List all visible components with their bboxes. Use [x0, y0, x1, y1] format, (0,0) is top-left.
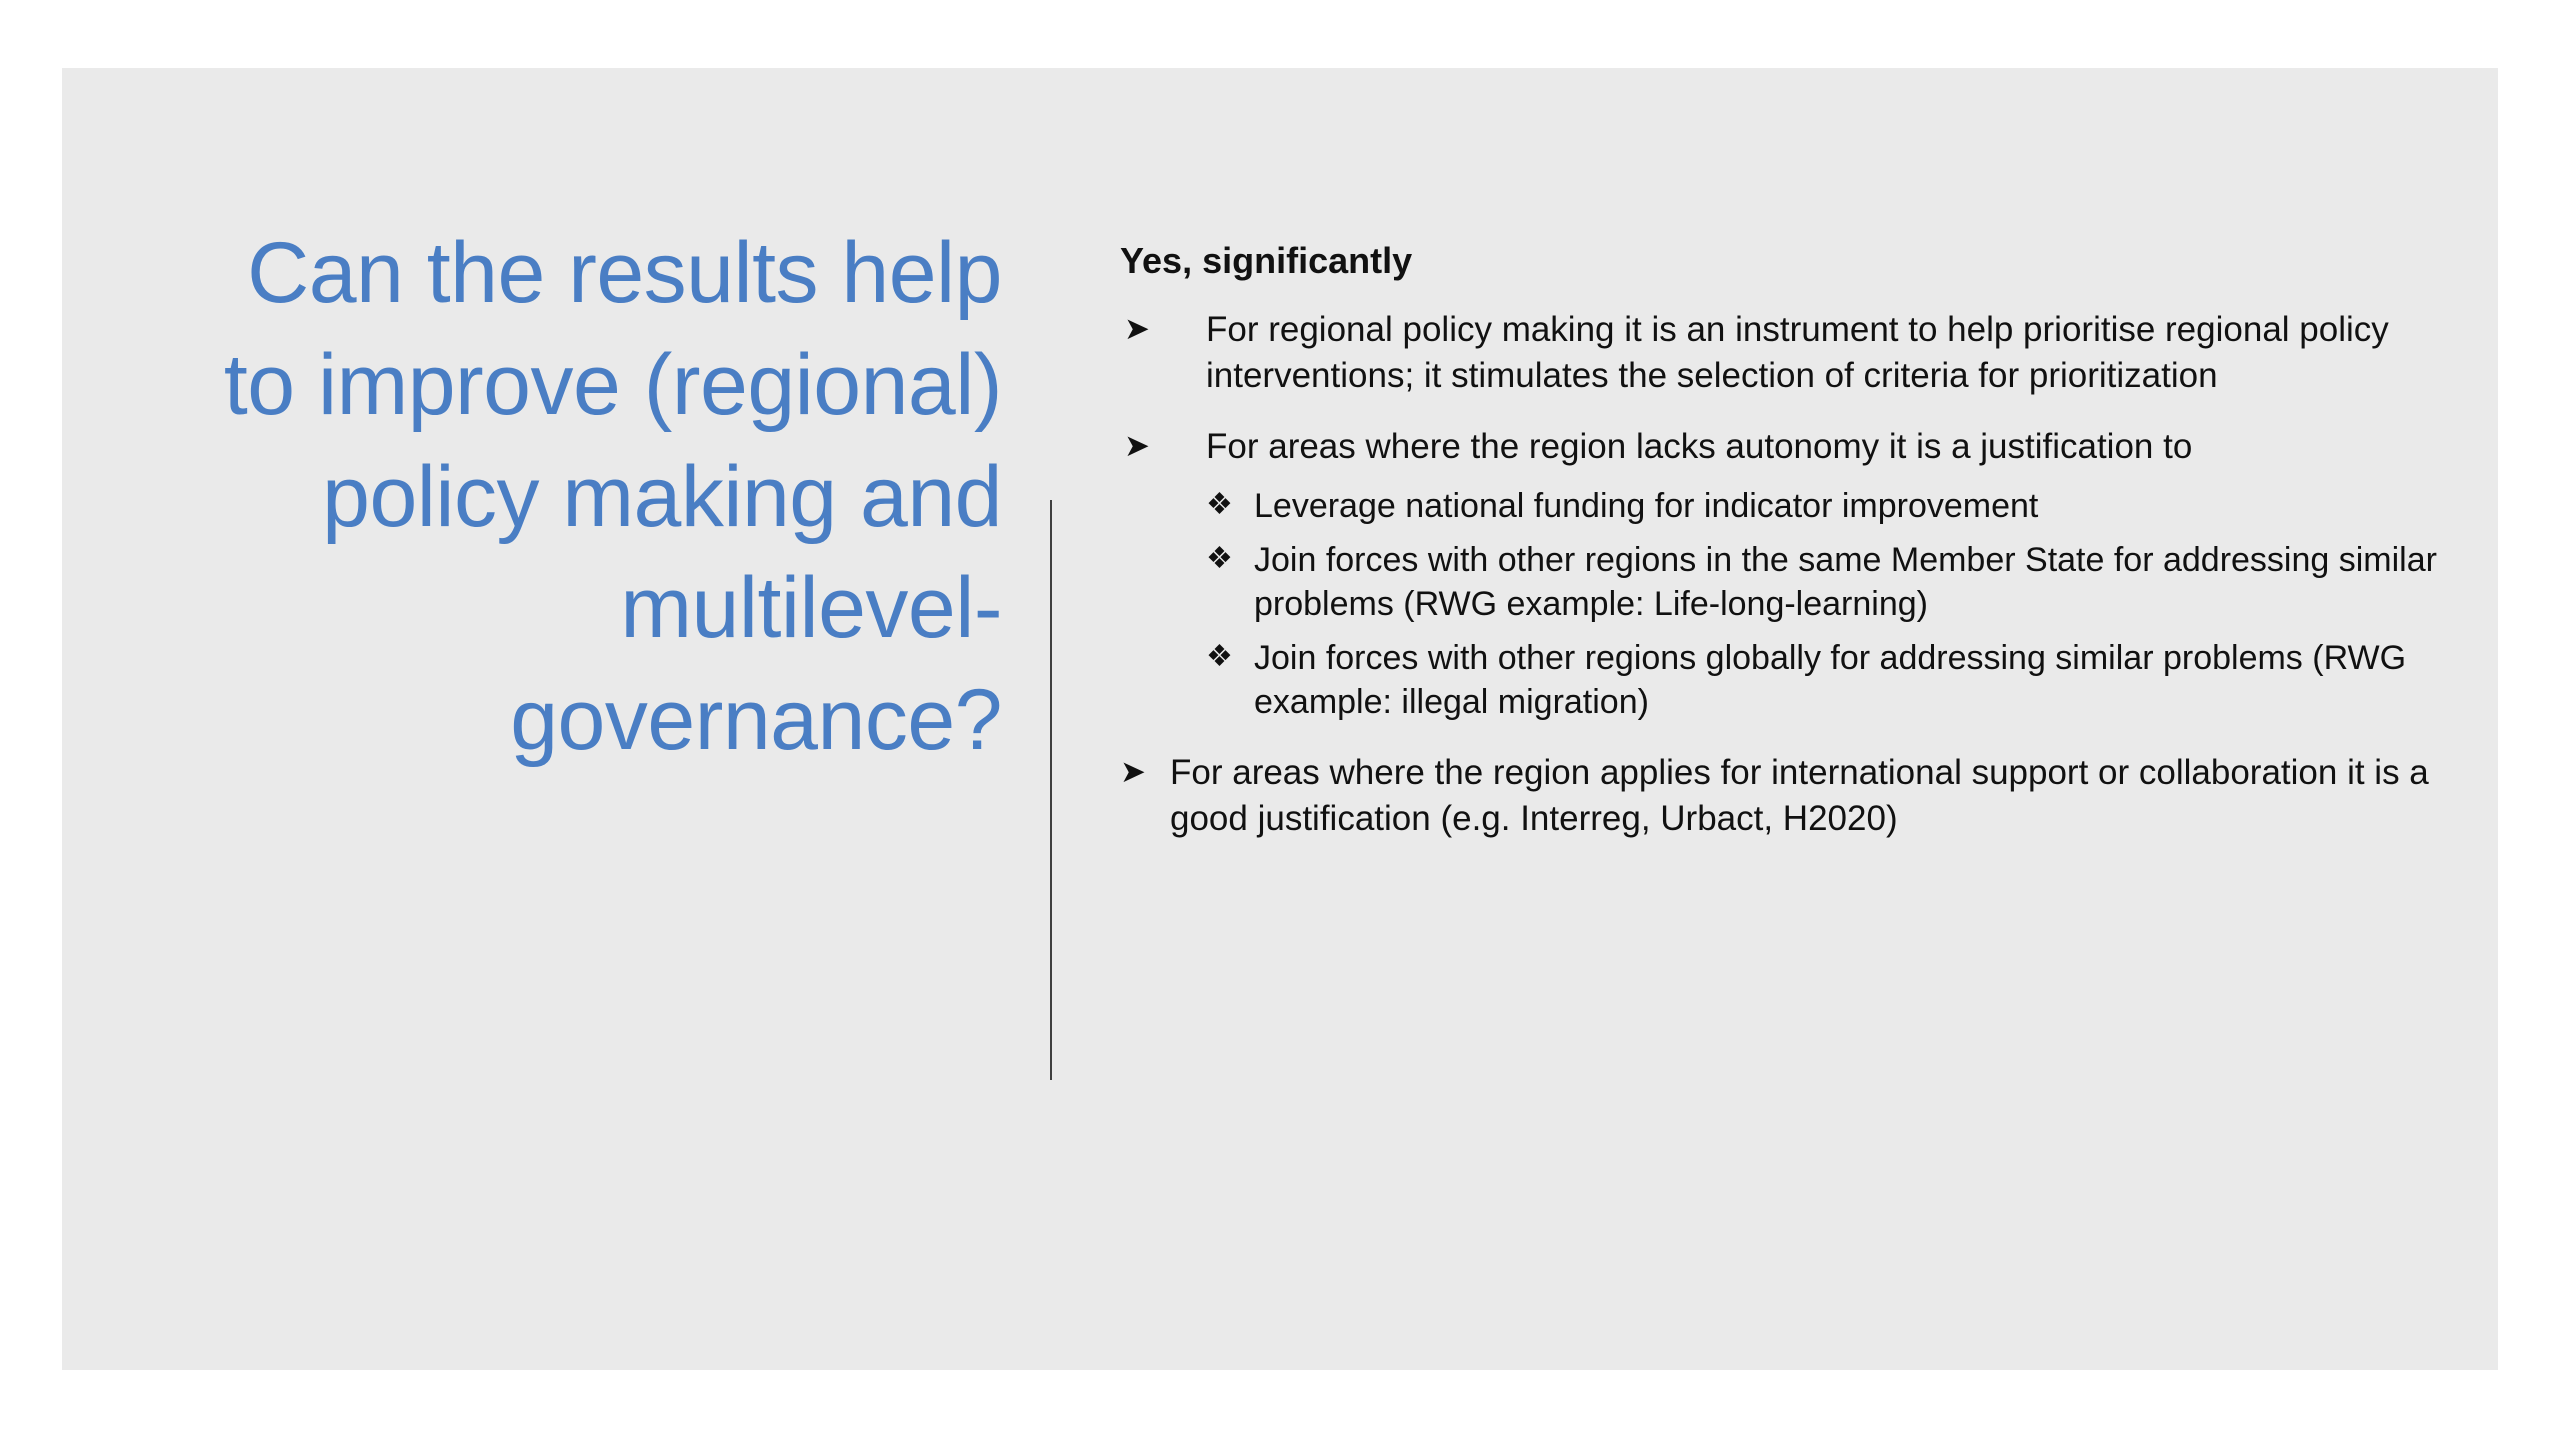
body-lead-text: Yes, significantly — [1120, 240, 1413, 281]
list-item — [1120, 750, 2450, 841]
bullet-list-level2 — [1206, 484, 2450, 725]
arrow-bullet-icon: ➤ — [1124, 311, 1150, 346]
list-item-text: Join forces with other regions globally for addressing similar problems (RWG example: illegal migration) — [1254, 639, 2407, 722]
list-item — [1206, 538, 2450, 626]
slide-content — [62, 68, 2498, 1370]
list-item — [1206, 484, 2450, 528]
list-item-text: For areas where the region lacks autonomy it is a justification to — [1206, 427, 2193, 466]
title-block — [162, 218, 1002, 777]
body-block — [1120, 238, 2450, 867]
slide-title: Can the results help to improve (regional) policy making and multilevel-governance? — [223, 225, 1002, 769]
slide-canvas — [62, 68, 2498, 1370]
list-item-text: Join forces with other regions in the same Member State for addressing similar problems (RWG example: Life-long-learning) — [1254, 540, 2437, 623]
list-item — [1120, 307, 2450, 398]
list-item — [1120, 424, 2450, 724]
arrow-bullet-icon: ➤ — [1120, 754, 1146, 790]
list-item-text: For areas where the region applies for international support or collaboration it is a good justification (e.g. Interreg, Urbact, H2020) — [1170, 753, 2429, 838]
list-item-text: Leverage national funding for indicator improvement — [1254, 486, 2039, 525]
diamond-bullet-icon: ❖ — [1206, 541, 1233, 575]
diamond-bullet-icon: ❖ — [1206, 640, 1233, 674]
list-item-text: For regional policy making it is an instrument to help prioritise regional policy interventions; it stimulates the selection of criteria for prioritization — [1206, 310, 2389, 395]
list-item — [1206, 636, 2450, 724]
arrow-bullet-icon: ➤ — [1124, 428, 1150, 463]
bullet-list-level1 — [1120, 307, 2450, 841]
diamond-bullet-icon: ❖ — [1206, 487, 1233, 521]
vertical-divider — [1050, 500, 1052, 1080]
